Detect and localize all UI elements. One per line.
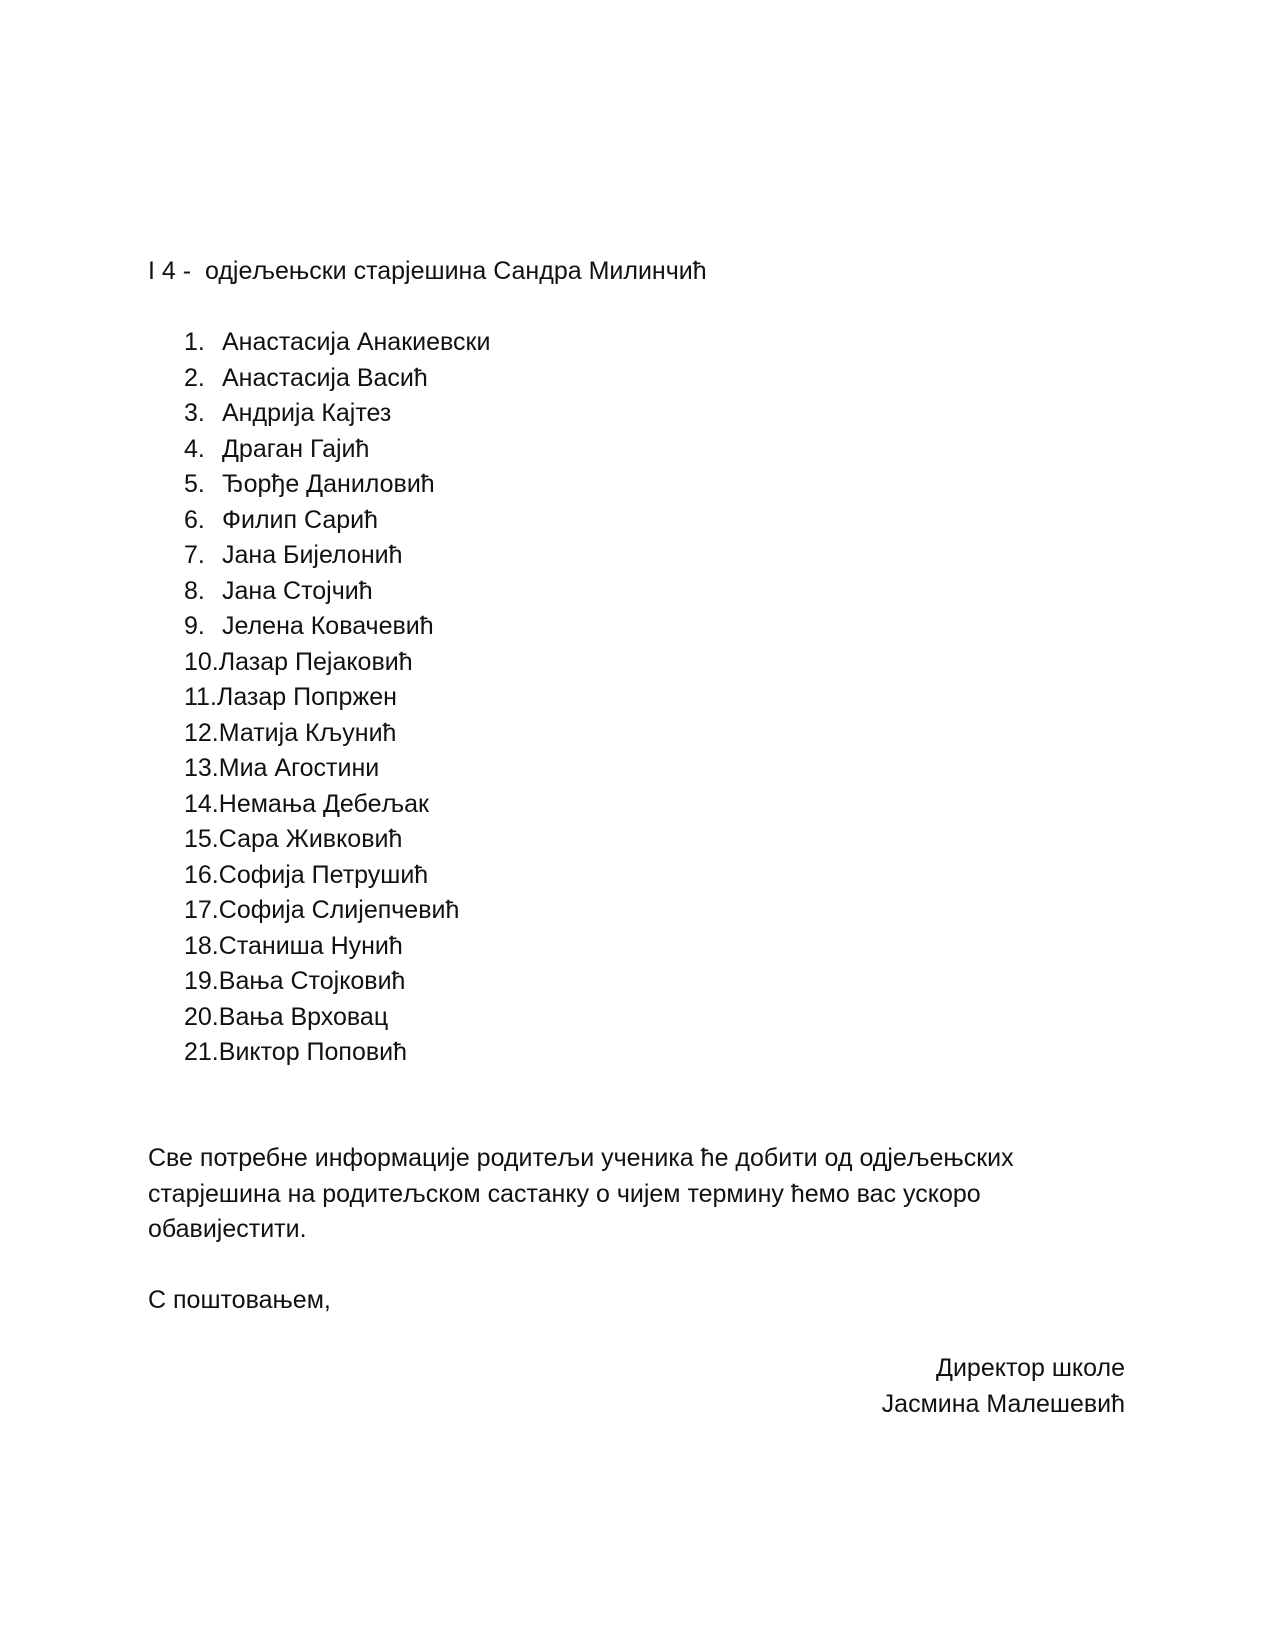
signature-title: Директор школе [936,1354,1125,1382]
list-item [184,893,490,929]
list-number: 5. [184,470,205,498]
list-number: 6. [184,505,205,534]
student-name: Виктор Поповић [218,1038,408,1066]
list-item [184,716,490,752]
signature-name: Јасмина Малешевић [881,1389,1125,1418]
class-heading: I 4 - одјељењски старјешина Сандра Милинчић [148,257,707,285]
student-name: Драган Гајић [222,434,370,463]
student-name: Лазар Пејаковић [218,647,413,676]
list-number: 17. [184,896,219,924]
list-item [184,503,490,539]
student-name: Анастасија Анакиевски [222,328,491,356]
list-item [184,609,490,645]
list-item [184,396,490,432]
list-item [184,645,490,681]
list-item [184,858,490,894]
list-item [184,822,490,858]
list-item [184,538,490,574]
information-paragraph [148,1141,1128,1248]
closing-salutation: С поштовањем, [148,1286,331,1314]
student-name: Анастасија Васић [222,363,428,392]
list-number: 19. [184,967,219,995]
student-name: Матија Кљунић [218,718,397,747]
list-number: 3. [184,399,205,427]
student-name: Сара Живковић [218,825,403,853]
student-name: Филип Сарић [222,505,379,534]
student-name: Софија Слијепчевић [218,896,460,924]
list-item [184,787,490,823]
student-name: Вања Врховац [218,1002,389,1031]
list-item [184,680,490,716]
student-name: Немања Дебељак [218,789,429,818]
list-number: 12. [184,718,219,747]
list-item [184,929,490,965]
student-name: Јана Бијелонић [222,541,403,569]
student-name: Ђорђе Даниловић [222,470,435,498]
student-list [184,325,490,1071]
list-number: 10. [184,647,219,676]
list-number: 18. [184,931,219,960]
list-number: 11. [184,683,217,711]
list-number: 13. [184,754,219,782]
list-number: 4. [184,434,205,463]
list-number: 8. [184,576,205,605]
list-number: 20. [184,1002,219,1031]
student-name: Андрија Кајтез [222,399,392,427]
signature-block [882,1351,1125,1422]
list-item [184,751,490,787]
list-item [184,467,490,503]
list-item [184,325,490,361]
student-name: Вања Стојковић [218,967,406,995]
list-number: 16. [184,860,219,889]
student-name: Јелена Ковачевић [222,612,434,640]
list-number: 21. [184,1038,219,1066]
paragraph-line: Све потребне информације родитељи ученика ће добити од одјељењских [148,1144,1014,1172]
list-item [184,432,490,468]
list-number: 9. [184,612,205,640]
student-name: Софија Петрушић [218,860,429,889]
list-number: 15. [184,825,219,853]
list-item [184,1000,490,1036]
paragraph-line: обавијестити. [148,1215,307,1243]
student-name: Јана Стојчић [222,576,373,605]
paragraph-line: старјешина на родитељском састанку о чијем термину ћемо вас ускоро [148,1179,981,1208]
list-number: 7. [184,541,205,569]
student-name: Лазар Попржен [216,683,397,711]
list-number: 14. [184,789,219,818]
list-item [184,964,490,1000]
list-number: 1. [184,328,205,356]
list-item [184,361,490,397]
list-item [184,1035,490,1071]
student-name: Миа Агостини [218,754,380,782]
list-item [184,574,490,610]
list-number: 2. [184,363,205,392]
student-name: Станиша Нунић [218,931,403,960]
